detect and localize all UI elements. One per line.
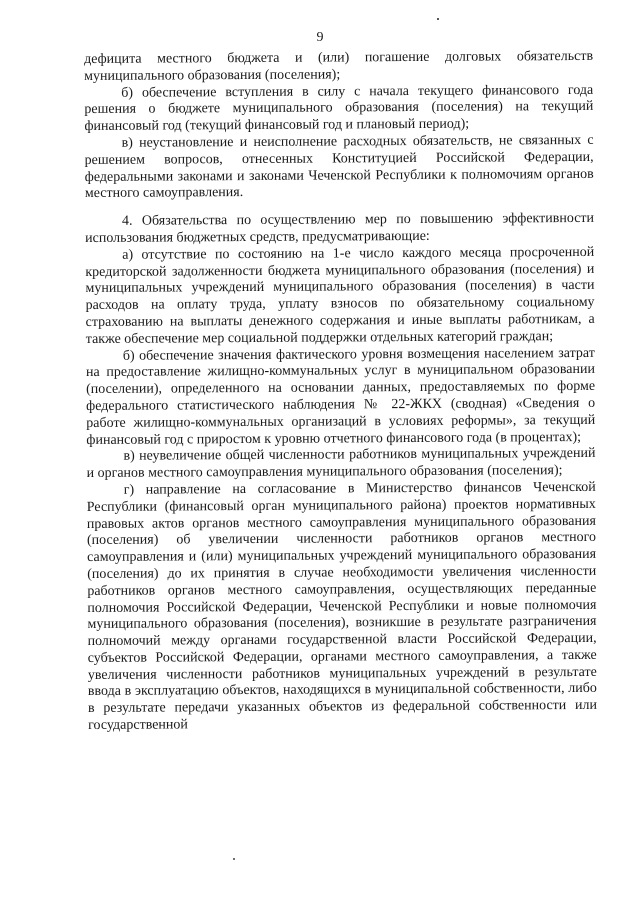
paragraph-4-heading: 4. Обязательства по осуществлению мер по повышению эффективности использования бюджетных средств, предусматривающие:	[85, 211, 595, 246]
paragraph-continuation: дефицита местного бюджета и (или) погашение долговых обязательств муниципального образования (поселения);	[84, 48, 594, 84]
paragraph-3v: в) неустановление и неисполнение расходных обязательств, не связанных с решением вопросов, отнесенных Конституцией Российской Федерации, федеральными законами и законами Чеченской Республики к полномочиям органов местного самоуправления.	[84, 132, 594, 202]
document-body	[84, 49, 597, 735]
page-number: 9	[316, 30, 324, 45]
scan-speck	[233, 858, 235, 860]
scan-speck	[437, 18, 439, 20]
paragraph-3b: б) обеспечение вступления в силу с начала текущего финансового года решения о бюджете муниципального образования (поселения) на текущий финансовый год (текущий финансовый год и плановый период);	[84, 82, 594, 135]
paragraph-4g: г) направление на согласование в Министерство финансов Чеченской Республики (финансовый орган муниципального района) проектов нормативных правовых актов органов местного самоуправления муниципального образования (поселения) об увеличении численности работников органов местного самоуправления и (или) муниципальных учреждений муниципального образования (поселения) до их принятия в случае необходимости увеличения численности работников органов местного самоуправления, осуществляющих переданные полномочия Российской Федерации, Чеченской Республики и новые полномочия муниципального образования (поселения), возникшие в результате разграничения полномочий между органами государственной власти Российской Федерации, субъектов Российской Федерации, органами местного самоуправления, а также увеличения численности работников муниципальных учреждений в результате ввода в эксплуатацию объектов, находящихся в муниципальной собственности, либо в результате передачи указанных объектов из федеральной собственности или государственной	[86, 479, 598, 734]
paragraph-4a: а) отсутствие по состоянию на 1-е число каждого месяца просроченной кредиторской задолженности бюджета муниципального образования (поселения) и муниципальных учреждений муниципального образования (поселения) в части расходов на оплату труда, уплату взносов по обязательному социальному страхованию на выплаты денежного содержания и иные выплаты работникам, а также обеспечение мер социальной поддержки отдельных категорий граждан;	[85, 244, 595, 347]
paragraph-4v: в) неувеличение общей численности работников муниципальных учреждений и органов местного самоуправления муниципального образования (поселения);	[86, 446, 596, 482]
paragraph-4b: б) обеспечение значения фактического уровня возмещения населением затрат на предоставление жилищно-коммунальных услуг в муниципальном образовании (поселении), определенного на основании данных, предоставляемых по форме федерального статистического наблюдения № 22-ЖКХ (сводная) «Сведения о работе жилищно-коммунальных организаций в условиях реформы», за текущий финансовый год с приростом к уровню отчетного финансового года (в процентах);	[85, 345, 596, 448]
